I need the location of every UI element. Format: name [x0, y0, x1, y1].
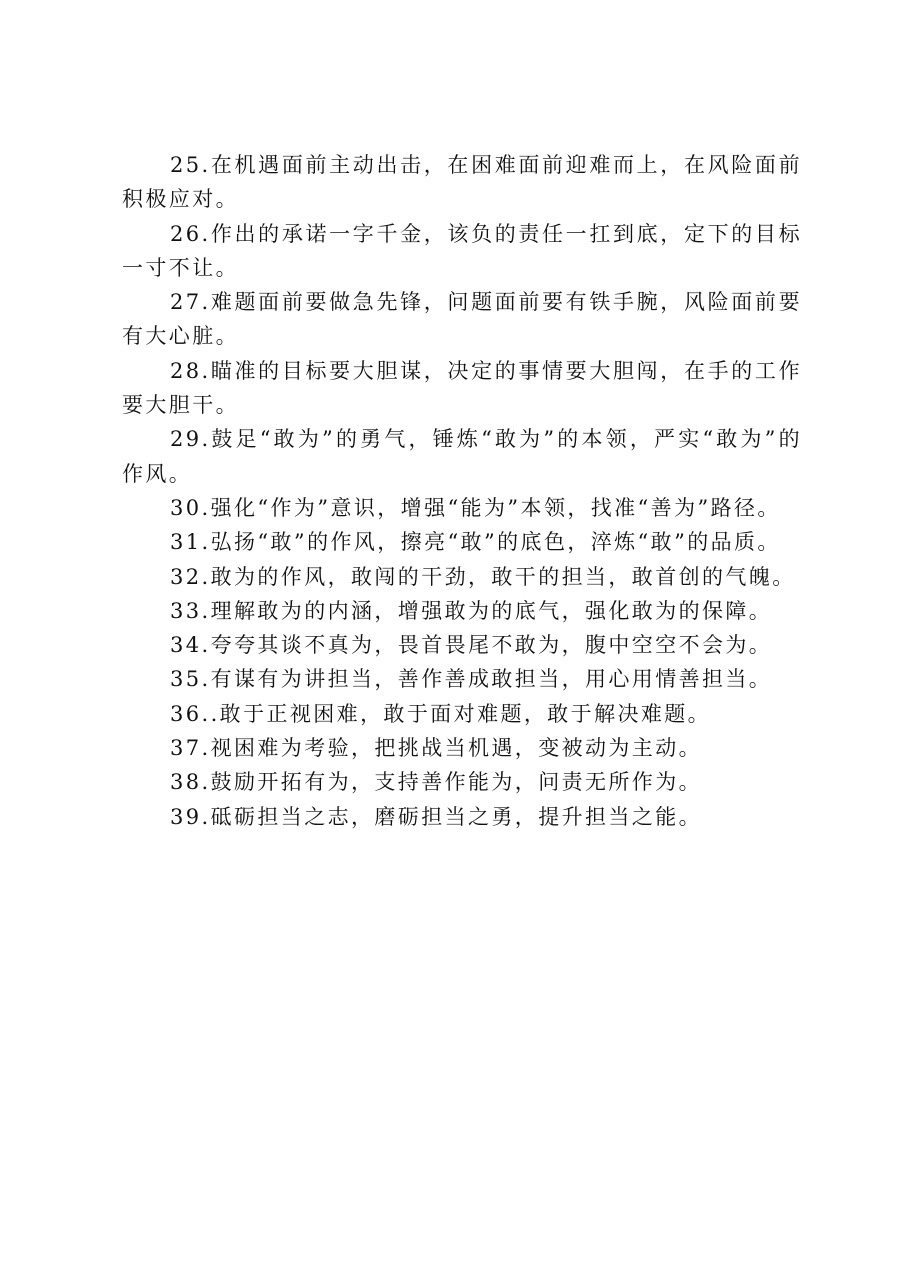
- list-item: 36..敢于正视困难，敢于面对难题，敢于解决难题。: [170, 701, 712, 726]
- list-item: 26.作出的承诺一字千金，该负的责任一扛到底，定下的目标一寸不让。: [122, 221, 802, 280]
- list-item: 33.理解敢为的内涵，增强敢为的底气，强化敢为的保障。: [170, 598, 773, 623]
- list-item: 27.难题面前要做急先锋，问题面前要有铁手腕，风险面前要有大心脏。: [122, 290, 802, 349]
- list-item: 38.鼓励开拓有为，支持善作能为，问责无所作为。: [170, 770, 702, 795]
- list-item: 25.在机遇面前主动出击，在困难面前迎难而上，在风险面前积极应对。: [122, 153, 802, 212]
- list-item: 28.瞄准的目标要大胆谋，决定的事情要大胆闯，在手的工作要大胆干。: [122, 358, 802, 418]
- list-item: 39.砥砺担当之志，磨砺担当之勇，提升担当之能。: [170, 804, 702, 829]
- list-item: 29.鼓足“敢为”的勇气，锤炼“敢为”的本领，严实“敢为”的作风。: [122, 427, 802, 486]
- list-item: 31.弘扬“敢”的作风，擦亮“敢”的底色，淬炼“敢”的品质。: [170, 530, 781, 555]
- list-item: 37.视困难为考验，把挑战当机遇，变被动为主动。: [170, 736, 702, 761]
- list-item: 35.有谋有为讲担当，善作善成敢担当，用心用情善担当。: [170, 667, 773, 692]
- list-item: 30.强化“作为”意识，增强“能为”本领，找准“善为”路径。: [170, 495, 781, 520]
- document-body: [122, 148, 802, 834]
- list-item: 32.敢为的作风，敢闯的干劲，敢干的担当，敢首创的气魄。: [170, 564, 796, 589]
- list-item: 34.夸夸其谈不真为，畏首畏尾不敢为，腹中空空不会为。: [170, 633, 773, 658]
